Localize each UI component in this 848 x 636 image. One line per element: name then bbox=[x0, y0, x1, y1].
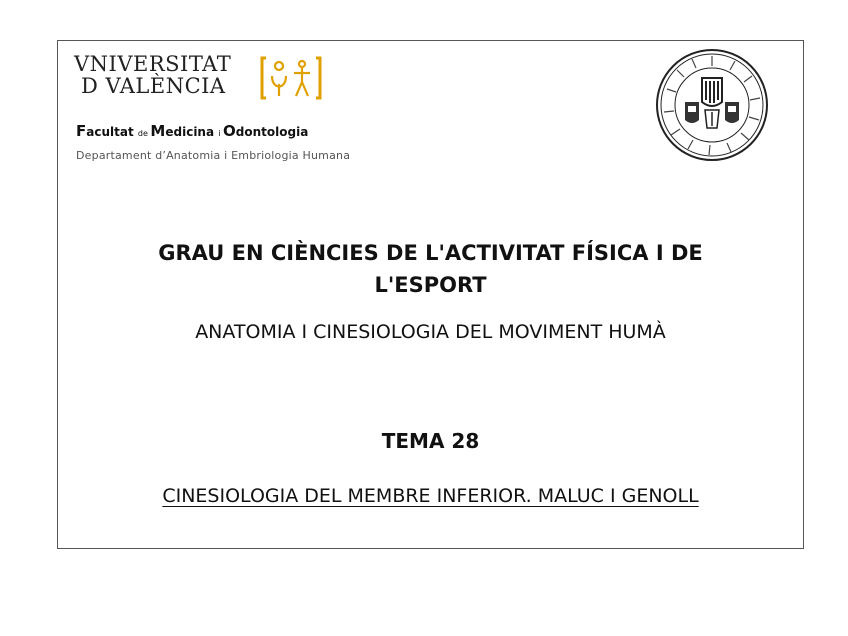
faculty-part: F bbox=[76, 122, 87, 140]
university-wordmark bbox=[74, 53, 231, 97]
faculty-part: acultat bbox=[86, 125, 138, 139]
degree-title-line2: L'ESPORT bbox=[374, 273, 487, 297]
faculty-part: de bbox=[137, 129, 151, 138]
faculty-part: M bbox=[150, 122, 166, 140]
faculty-name bbox=[76, 122, 308, 140]
department-name: Departament d’Anatomia i Embriologia Humana bbox=[76, 149, 351, 162]
university-name-line1: VNIVERSITAT bbox=[74, 52, 232, 76]
faculty-part: O bbox=[223, 122, 236, 140]
university-name-line2: D VALÈNCIA bbox=[81, 74, 226, 98]
topic-number: TEMA 28 bbox=[381, 429, 480, 453]
course-title: ANATOMIA I CINESIOLOGIA DEL MOVIMENT HUMÀ bbox=[195, 321, 666, 343]
uv-emblem-icon bbox=[260, 54, 322, 102]
faculty-part: dontologia bbox=[235, 125, 309, 139]
university-logo bbox=[74, 53, 231, 97]
faculty-part: i bbox=[218, 129, 224, 138]
degree-title bbox=[58, 237, 803, 301]
faculty-part: edicina bbox=[165, 125, 219, 139]
degree-title-line1: GRAU EN CIÈNCIES DE L'ACTIVITAT FÍSICA I DE bbox=[158, 241, 703, 265]
university-seal-icon bbox=[655, 48, 769, 162]
chapter-title: CINESIOLOGIA DEL MEMBRE INFERIOR. MALUC I GENOLL bbox=[162, 485, 699, 507]
slide-frame bbox=[57, 40, 804, 549]
